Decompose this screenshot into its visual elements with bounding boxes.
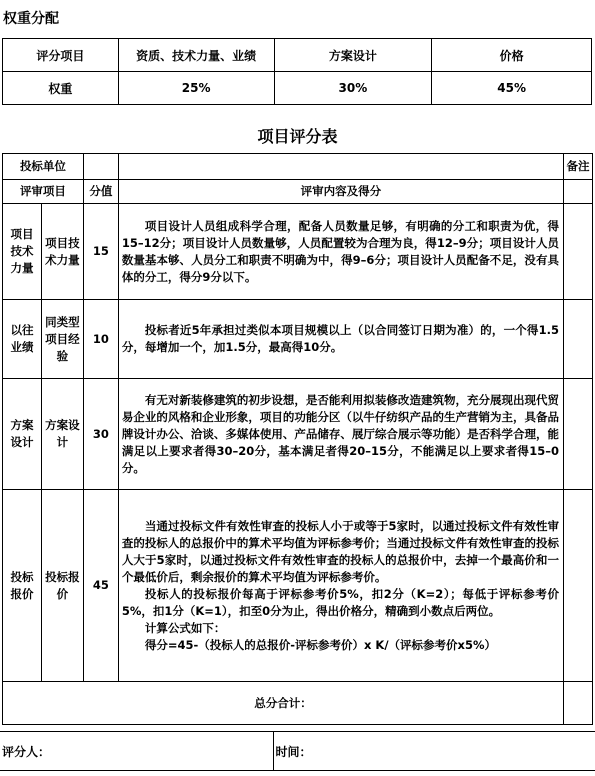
criteria-text: 投标人的投标报价每高于评标参考价5%，扣2分（K=2）；每低于评标参考价5%，扣1分（K=1），扣至0分为止，得出价格分，精确到小数点后两位。 — [121, 586, 559, 618]
total-row — [3, 682, 593, 725]
remark-cell — [564, 180, 593, 204]
criteria-row-design — [3, 379, 593, 490]
category-cell: 以往业绩 — [3, 300, 42, 379]
score-table — [2, 153, 593, 725]
score-value-cell: 10 — [83, 300, 118, 379]
score-value-cell: 30 — [83, 379, 118, 490]
criteria-content — [118, 379, 563, 490]
time-label: 时间： — [275, 744, 312, 759]
sub-item-cell: 同类型项目经验 — [41, 300, 83, 379]
criteria-text: 投标者近5年承担过类似本项目规模以上（以合同签订日期为准）的，一个得1.5分，每增加一个，加1.5分，最高得10分。 — [121, 323, 559, 354]
category-cell: 项目技术力量 — [3, 204, 42, 300]
score-value-cell: 15 — [83, 204, 118, 300]
weight-row-label: 权重 — [3, 72, 119, 105]
remark-cell — [564, 490, 593, 682]
score-header-row — [3, 180, 593, 204]
weight-header-qualification: 资质、技术力量、业绩 — [118, 39, 274, 72]
criteria-content — [118, 300, 563, 379]
remark-cell — [564, 379, 593, 490]
weight-value-qualification: 25% — [118, 72, 274, 105]
score-value-cell: 45 — [83, 490, 118, 682]
criteria-content — [118, 204, 563, 300]
weight-header-item: 评分项目 — [3, 39, 119, 72]
criteria-row-price — [3, 490, 593, 682]
remark-cell — [564, 300, 593, 379]
bidder-name-cell — [118, 154, 563, 180]
reviewer-cell — [0, 732, 273, 771]
category-cell: 方案设计 — [3, 379, 42, 490]
weight-value-row — [3, 72, 592, 105]
criteria-text: 计算公式如下： — [144, 620, 226, 635]
score-table-title: 项目评分表 — [257, 127, 338, 146]
bidder-row — [3, 154, 593, 180]
weight-header-row — [3, 39, 592, 72]
criteria-text: 当通过投标文件有效性审查的投标人小于或等于5家时，以通过投标文件有效性审查的投标人的总报价中的算术平均值为评标参考价；当通过投标文件有效性审查的投标人大于5家时，以通过投标文件有效性审查的投标人的总报价中，去掉一个最高价和一个最低价后，剩余报价的算术平均值为评标参考价。 — [121, 518, 559, 584]
weight-header-design: 方案设计 — [274, 39, 432, 72]
weight-table — [2, 38, 592, 105]
col-item-header: 评审项目 — [3, 180, 84, 204]
criteria-content — [118, 490, 563, 682]
sub-item-cell: 投标报价 — [41, 490, 83, 682]
criteria-row-performance — [3, 300, 593, 379]
sub-item-cell: 方案设计 — [41, 379, 83, 490]
reviewer-label: 评分人： — [2, 744, 51, 759]
total-label: 总分合计： — [3, 682, 564, 725]
criteria-text: 项目设计人员组成科学合理，配备人员数量足够，有明确的分工和职责为优，得15–12分；项目设计人员数量够，人员配置较为合理为良，得12–9分；项目设计人员数量基本够、人员分工和职责不明确为中，得9–6分；项目设计人员配备不足，没有具体的分工，得分9分以下。 — [121, 218, 559, 284]
weight-value-design: 30% — [274, 72, 432, 105]
sub-item-cell: 项目技术力量 — [41, 204, 83, 300]
remark-cell — [564, 204, 593, 300]
weight-section-title: 权重分配 — [3, 11, 59, 27]
criteria-text: 得分=45-（投标人的总报价-评标参考价）x K/（评标参考价x5%） — [144, 637, 496, 652]
criteria-row-technical — [3, 204, 593, 300]
time-cell — [273, 732, 595, 771]
col-score-header: 分值 — [83, 180, 118, 204]
total-remark-cell — [564, 682, 593, 725]
remark-label: 备注 — [564, 154, 593, 180]
bidder-label: 投标单位 — [3, 154, 84, 180]
signature-row — [0, 732, 595, 771]
weight-value-price: 45% — [432, 72, 592, 105]
signature-table — [0, 731, 595, 771]
bidder-blank-cell — [83, 154, 118, 180]
category-cell: 投标报价 — [3, 490, 42, 682]
criteria-text: 有无对新装修建筑的初步设想，是否能利用拟装修改造建筑物，充分展现出现代贸易企业的风格和企业形象，项目的功能分区（以牛仔纺织产品的生产营销为主，具备品牌设计办公、洽谈、多媒体使用、产品储存、展厅综合展示等功能）是否科学合理，能满足以上要求者得30–20分，基本满足者得20–15分，不能满足以上要求者得15–0分。 — [121, 392, 559, 475]
weight-header-price: 价格 — [432, 39, 592, 72]
col-content-header: 评审内容及得分 — [118, 180, 563, 204]
